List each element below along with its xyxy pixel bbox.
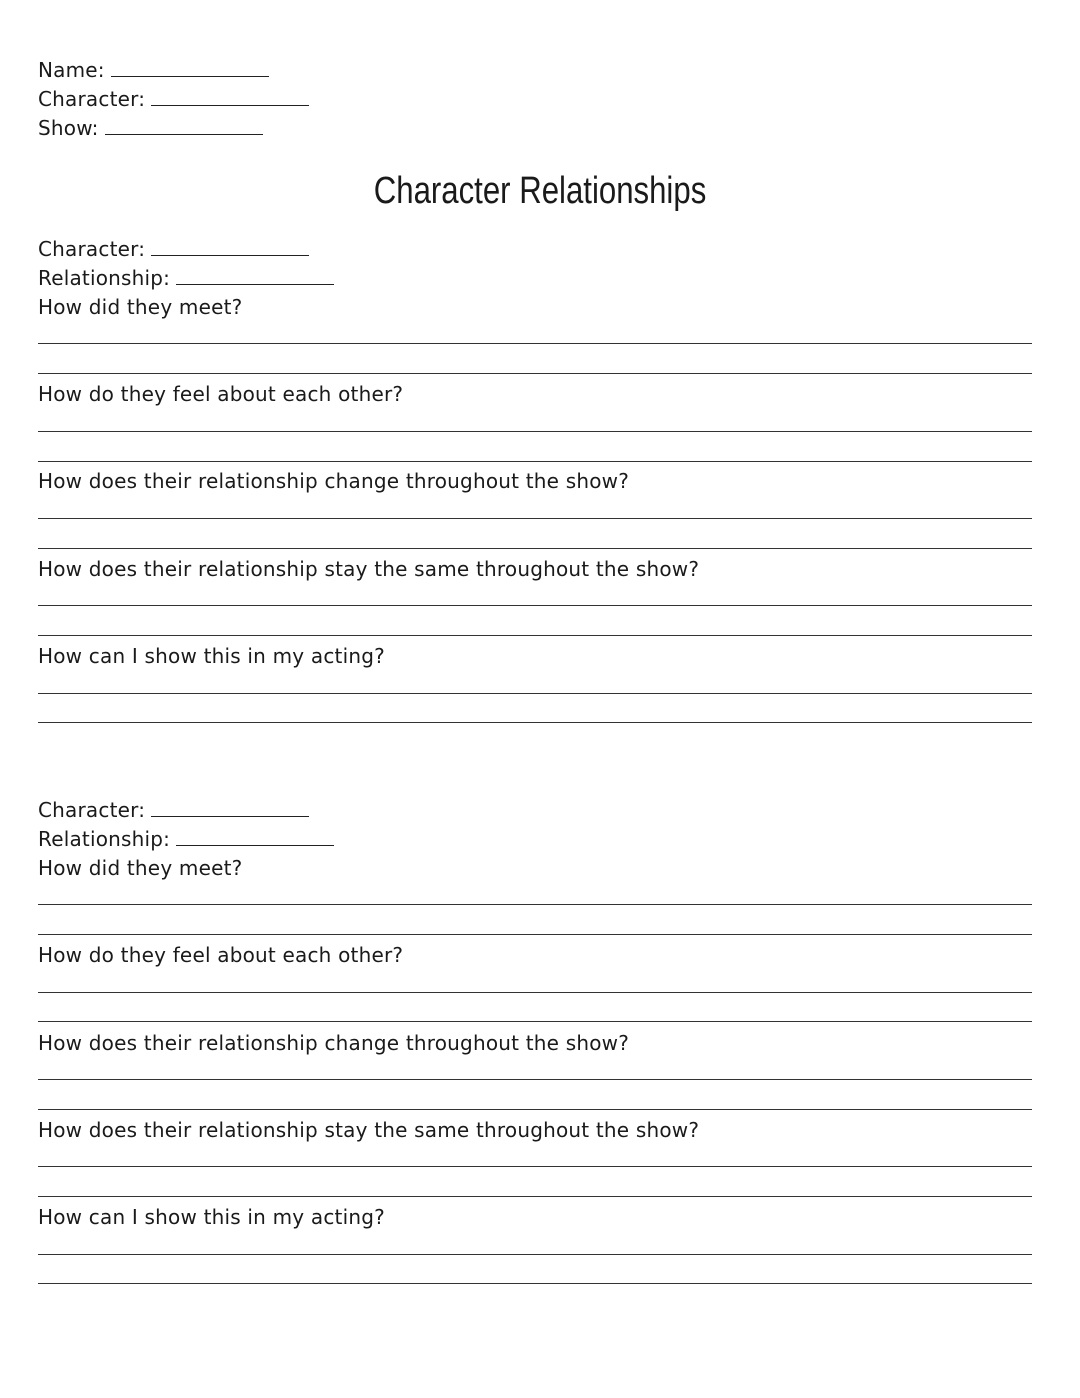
section-1-question-same: How does their relationship stay the same throughout the show? bbox=[38, 557, 700, 581]
section-1-answer-line[interactable] bbox=[38, 693, 1032, 694]
section-1-question-change: How does their relationship change throughout the show? bbox=[38, 469, 630, 493]
section-2-question-feel: How do they feel about each other? bbox=[38, 943, 404, 967]
section-2-question-meet: How did they meet? bbox=[38, 856, 243, 880]
section-1-question-acting: How can I show this in my acting? bbox=[38, 644, 385, 668]
header-character-label: Character: bbox=[38, 87, 146, 111]
section-2-relationship-field bbox=[38, 827, 334, 851]
section-2-answer-line[interactable] bbox=[38, 1283, 1032, 1284]
name-field bbox=[38, 58, 269, 82]
section-1-relationship-label: Relationship: bbox=[38, 266, 171, 290]
section-1-answer-line[interactable] bbox=[38, 548, 1032, 549]
section-2-answer-line[interactable] bbox=[38, 1021, 1032, 1022]
section-2-answer-line[interactable] bbox=[38, 1166, 1032, 1167]
section-1-character-field bbox=[38, 237, 309, 261]
section-2-answer-line[interactable] bbox=[38, 934, 1032, 935]
name-label: Name: bbox=[38, 58, 105, 82]
section-2-answer-line[interactable] bbox=[38, 1254, 1032, 1255]
name-blank[interactable] bbox=[111, 76, 269, 77]
section-1-answer-line[interactable] bbox=[38, 518, 1032, 519]
section-2-question-change: How does their relationship change throughout the show? bbox=[38, 1031, 630, 1055]
section-2-answer-line[interactable] bbox=[38, 1109, 1032, 1110]
section-2-answer-line[interactable] bbox=[38, 904, 1032, 905]
section-2-relationship-blank[interactable] bbox=[176, 845, 334, 846]
section-2-answer-line[interactable] bbox=[38, 1079, 1032, 1080]
show-label: Show: bbox=[38, 116, 99, 140]
section-1-answer-line[interactable] bbox=[38, 605, 1032, 606]
header-character-blank[interactable] bbox=[151, 105, 309, 106]
section-2-answer-line[interactable] bbox=[38, 1196, 1032, 1197]
section-2-character-label: Character: bbox=[38, 798, 146, 822]
section-2-question-acting: How can I show this in my acting? bbox=[38, 1205, 385, 1229]
page-title: Character Relationships bbox=[373, 170, 707, 212]
section-1-relationship-blank[interactable] bbox=[176, 284, 334, 285]
section-1-answer-line[interactable] bbox=[38, 635, 1032, 636]
section-1-answer-line[interactable] bbox=[38, 343, 1032, 344]
section-1-character-label: Character: bbox=[38, 237, 146, 261]
show-blank[interactable] bbox=[105, 134, 263, 135]
section-1-answer-line[interactable] bbox=[38, 722, 1032, 723]
section-2-question-same: How does their relationship stay the same throughout the show? bbox=[38, 1118, 700, 1142]
show-field bbox=[38, 116, 263, 140]
section-1-character-blank[interactable] bbox=[151, 255, 309, 256]
section-2-character-field bbox=[38, 798, 309, 822]
section-1-question-feel: How do they feel about each other? bbox=[38, 382, 404, 406]
section-1-answer-line[interactable] bbox=[38, 461, 1032, 462]
section-2-relationship-label: Relationship: bbox=[38, 827, 171, 851]
section-1-answer-line[interactable] bbox=[38, 373, 1032, 374]
section-2-answer-line[interactable] bbox=[38, 992, 1032, 993]
header-character-field bbox=[38, 87, 309, 111]
section-2-character-blank[interactable] bbox=[151, 816, 309, 817]
section-1-relationship-field bbox=[38, 266, 334, 290]
section-1-question-meet: How did they meet? bbox=[38, 295, 243, 319]
section-1-answer-line[interactable] bbox=[38, 431, 1032, 432]
